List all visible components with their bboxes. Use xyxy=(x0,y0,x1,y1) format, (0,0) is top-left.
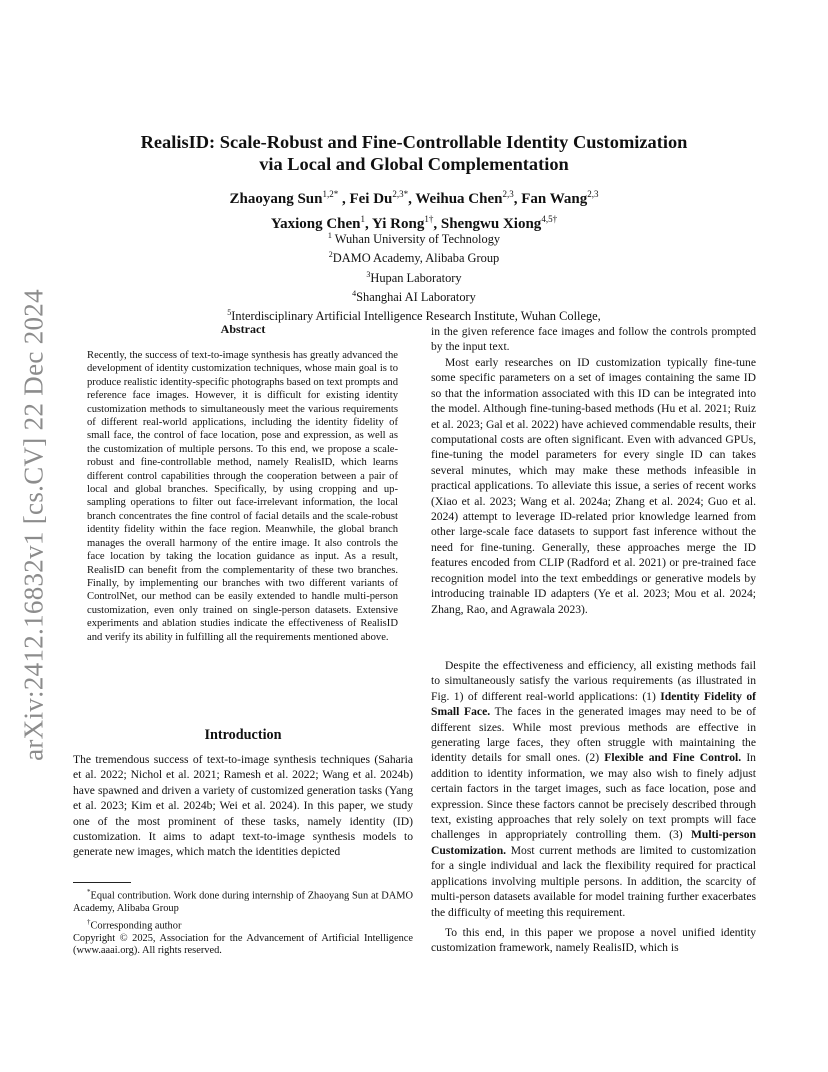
affiliation-text: DAMO Academy, Alibaba Group xyxy=(332,251,500,266)
affiliation-mark: 4 xyxy=(352,288,357,298)
requirement-multi-person: Multi-person Customization. xyxy=(431,828,756,857)
affiliation-item xyxy=(74,267,754,286)
author-name: Weihua Chen xyxy=(415,191,503,207)
footnote-divider xyxy=(73,882,131,883)
affiliation-text: Hupan Laboratory xyxy=(370,270,462,285)
footnotes xyxy=(73,886,413,958)
affiliation-mark: 2 xyxy=(328,250,333,260)
author-affil-mark: 1† xyxy=(424,214,434,224)
author-affil-mark: 4,5† xyxy=(541,214,558,224)
footnote-text: Corresponding author xyxy=(90,920,182,932)
affiliation-text: Wuhan University of Technology xyxy=(331,232,501,247)
author-name: Zhaoyang Sun xyxy=(229,191,323,207)
affiliation-item xyxy=(74,286,754,305)
authors-line-1 xyxy=(74,184,754,209)
affiliation-text: Shanghai AI Laboratory xyxy=(356,290,476,305)
affiliation-mark: 1 xyxy=(327,231,332,240)
author-affil-mark: 2,3* xyxy=(392,189,409,199)
author-name: Fan Wang xyxy=(521,191,588,207)
footnote-equal-contribution xyxy=(73,886,413,916)
affiliation-text: Interdisciplinary Artificial Intelligence Research Institute, Wuhan College, xyxy=(231,309,601,324)
author-name: Yaxiong Chen xyxy=(270,216,361,232)
author-name: Yi Rong xyxy=(371,216,425,232)
footnote-corresponding xyxy=(73,916,413,933)
paragraph-text: Most current methods are limited to customization for a single individual and lack the flexibility required for practical applications involving multiple persons. In addition, the scarcity of multi-person datasets available for model training further exacerbates the difficulty of meeting this requirement. xyxy=(431,843,756,919)
introduction-paragraph: The tremendous success of text-to-image synthesis techniques (Saharia et al. 2022; Nichol et al. 2021; Ramesh et al. 2022; Wang et al. 2024b) have spawned and driven a variety of customized generation tasks (Yang et al. 2023; Kim et al. 2024b; Wei et al. 2024). In this paper, we study one of the most prominent of these tasks, namely identity (ID) customization. It aims to adapt text-to-image synthesis models to generate new images, which match the identities depicted xyxy=(73,753,413,859)
author-list xyxy=(74,184,754,234)
author-affil-mark: 2,3 xyxy=(587,189,599,199)
abstract-body: Recently, the success of text-to-image synthesis has greatly advanced the development of identity customization techniques, whose main goal is to produce realistic identity-specific photographs based on text prompts and reference face images. However, it is difficult for existing identity customization methods to simultaneously meet the various requirements of different real-world applications, including the identity fidelity of small face, the control of face location, pose and expression, as well as the customization of multiple persons. To this end, we propose a scale-robust and fine-controllable method, namely RealisID, which learns different control capabilities through the cooperation between a pair of local and global branches. Specifically, by using cropping and up-sampling operations to filter out face-irrelevant information, the local branch concentrates the fine control of facial details and the scale-robust identity fidelity within the face region. Meanwhile, the global branch manages the overall harmony of the entire image. It also controls the face location by taking the location guidance as input. As a result, RealisID can benefit from the complementarity of these two branches. Finally, by implementing our branches with two different variants of ControlNet, our method can be easily extended to handle multi-person customization, even only trained on single-person datasets. Extensive experiments and ablation studies indicate the effectiveness of RealisID and verify its ability in fulfilling all the requirements mentioned above. xyxy=(87,350,398,643)
requirement-identity-fidelity: Identity Fidelity of Small Face. xyxy=(431,689,757,719)
author-separator: , xyxy=(365,216,372,232)
author-separator: , xyxy=(513,191,522,207)
author-name: Shengwu Xiong xyxy=(440,216,542,232)
author-name: Fei Du xyxy=(349,191,393,207)
affiliation-mark: 3 xyxy=(366,269,371,279)
right-paragraph-2: Most early researches on ID customization typically fine-tune some specific parameters on a set of images containing the same ID so that the information associated with this ID can be integrated into the model. Although fine-tuning-based methods (Hu et al. 2021; Ruiz et al. 2023; Gal et al. 2022) have achieved commendable results, their computational costs are often significant. Even with advanced GPUs, fine-tuning the model parameters for every single ID can takes several minutes, which may make these methods infeasible in practical applications. To alleviate this issue, a series of recent works (Xiao et al. 2023; Wang et al. 2024a; Zhang et al. 2024; Guo et al. 2024) attempt to leverage ID-related prior knowledge learned from other large-scale face datasets to support fast inference without the need for fine-tuning. Generally, these approaches merge the ID features encoded from CLIP (Radford et al. 2021) or pre-trained face recognition model into the text embeddings or generative models by introducing trainable ID adapters (Ye et al. 2023; Mou et al. 2024; Zhang, Rao, and Agrawala 2023). xyxy=(431,356,756,616)
footnote-mark: * xyxy=(87,888,91,896)
paper-title xyxy=(74,131,754,175)
author-separator: , xyxy=(433,216,441,232)
paragraph-text: The faces in the generated images may need to be of different sizes. While most previous methods are effective in generating large faces, they often struggle with maintaining the identity details for small ones. (2) xyxy=(431,705,756,765)
author-affil-mark: 1 xyxy=(360,214,366,224)
requirement-fine-control: Flexible and Fine Control. xyxy=(604,751,742,765)
title-line-2: via Local and Global Complementation xyxy=(259,154,569,174)
abstract-heading: Abstract xyxy=(220,322,266,336)
affiliation-list xyxy=(74,228,754,325)
right-paragraph-4: To this end, in this paper we propose a novel unified identity customization framework, namely RealisID, which is xyxy=(431,926,756,955)
paragraph-text: In addition to identity information, we may also wish to finely adjust certain factors in the target images, such as face location, pose and expression. Since these factors cannot be precisely described through text, existing approaches that rely solely on text prompts will face challenges in appropriately controlling them. (3) xyxy=(431,751,756,842)
author-separator: , xyxy=(338,191,350,207)
title-line-1: RealisID: Scale-Robust and Fine-Controllable Identity Customization xyxy=(140,132,688,152)
footnote-text: Equal contribution. Work done during internship of Zhaoyang Sun at DAMO Academy, Alibaba Group xyxy=(73,890,413,915)
affiliation-item xyxy=(74,228,754,247)
right-paragraph-1: in the given reference face images and follow the controls prompted by the input text. xyxy=(431,325,756,354)
right-paragraph-3 xyxy=(431,658,756,920)
arxiv-identifier-text: arXiv:2412.16832v1 [cs.CV] 22 Dec 2024 xyxy=(18,289,49,761)
introduction-heading: Introduction xyxy=(204,727,282,743)
affiliation-item xyxy=(74,247,754,266)
author-affil-mark: 2,3 xyxy=(502,189,514,199)
affiliation-mark: 5 xyxy=(227,308,232,318)
copyright-notice: Copyright © 2025, Association for the Advancement of Artificial Intelligence (www.aaai.org). All rights reserved. xyxy=(73,932,413,957)
author-affil-mark: 1,2* xyxy=(322,189,339,199)
paragraph-text: Despite the effectiveness and efficiency, all existing methods fail to simultaneously satisfy the various requirements (as illustrated in Fig. 1) of different real-world applications: (1) xyxy=(431,659,756,703)
arxiv-identifier xyxy=(20,290,48,760)
footnote-mark: † xyxy=(87,917,91,926)
author-separator: , xyxy=(408,191,416,207)
